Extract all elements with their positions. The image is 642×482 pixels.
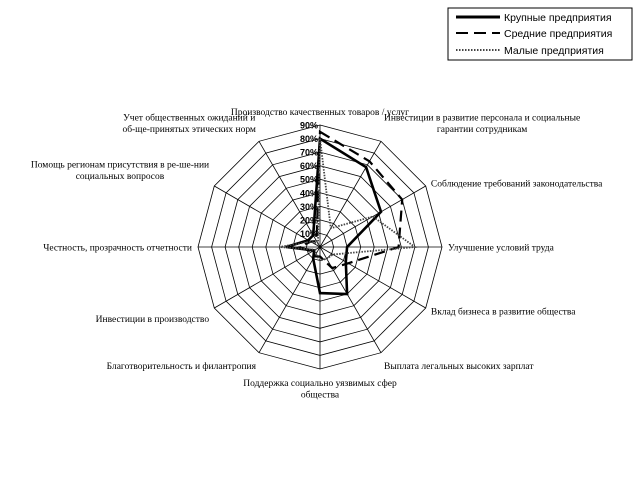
category-label-6-line-1: Выплата легальных высоких зарплат: [384, 361, 534, 372]
category-label-2: [384, 114, 580, 136]
category-label-11: [31, 161, 209, 183]
category-label-12-line-2: об-ще-принятых этических норм: [122, 125, 256, 136]
tick-label-4: 40%: [299, 188, 318, 199]
category-label-2-line-2: гарантии сотрудникам: [436, 125, 528, 136]
tick-label-1: 10%: [299, 228, 318, 239]
category-label-12-line-1: Учет общественных ожиданий и: [123, 113, 256, 124]
category-label-5: [431, 307, 576, 318]
category-label-8: [107, 361, 257, 372]
tick-label-6: 60%: [299, 161, 318, 172]
legend: [448, 8, 632, 60]
spoke-5: [320, 247, 426, 308]
tick-label-3: 30%: [299, 201, 318, 212]
category-label-7: [243, 378, 397, 401]
category-label-2-line-1: Инвестиции в развитие персонала и социальные: [383, 113, 581, 124]
category-label-1-line-1: Производство качественных товаров / услуг: [230, 108, 410, 118]
spoke-3: [320, 186, 426, 247]
category-label-10-line-1: Честность, прозрачность отчетности: [43, 243, 192, 254]
category-label-6: [384, 362, 534, 372]
category-label-10: [43, 244, 192, 254]
category-label-1: [231, 108, 409, 118]
category-label-9: [96, 315, 210, 325]
category-label-12: [122, 113, 256, 136]
spoke-9: [214, 247, 320, 308]
category-label-7-line-2: общества: [300, 390, 340, 401]
legend-label-medium: Средние предприятия: [504, 28, 613, 40]
tick-label-7: 70%: [299, 147, 318, 158]
category-label-7-line-1: Поддержка социально уязвимых сфер: [243, 379, 397, 389]
category-label-11-line-2: социальных вопросов: [75, 172, 165, 182]
tick-label-9: 90%: [299, 120, 318, 131]
tick-label-5: 50%: [299, 174, 318, 185]
spoke-8: [259, 247, 320, 353]
category-label-3: [431, 179, 603, 190]
radial-tick-labels: [300, 121, 318, 239]
category-label-8-line-1: Благотворительность и филантропия: [106, 361, 256, 372]
legend-label-small: Малые предприятия: [504, 45, 604, 57]
tick-label-8: 80%: [299, 134, 318, 145]
category-label-4-line-1: Улучшение условий труда: [448, 243, 554, 254]
legend-label-large: Крупные предприятия: [504, 12, 612, 24]
category-label-9-line-1: Инвестиции в производство: [95, 315, 210, 325]
category-label-3-line-1: Соблюдение требований законодательства: [430, 179, 603, 190]
tick-label-2: 20%: [299, 215, 318, 226]
category-label-4: [448, 243, 555, 254]
category-label-11-line-1: Помощь регионам присутствия в ре-ше-нии: [30, 160, 210, 171]
category-label-5-line-1: Вклад бизнеса в развитие общества: [430, 307, 576, 318]
